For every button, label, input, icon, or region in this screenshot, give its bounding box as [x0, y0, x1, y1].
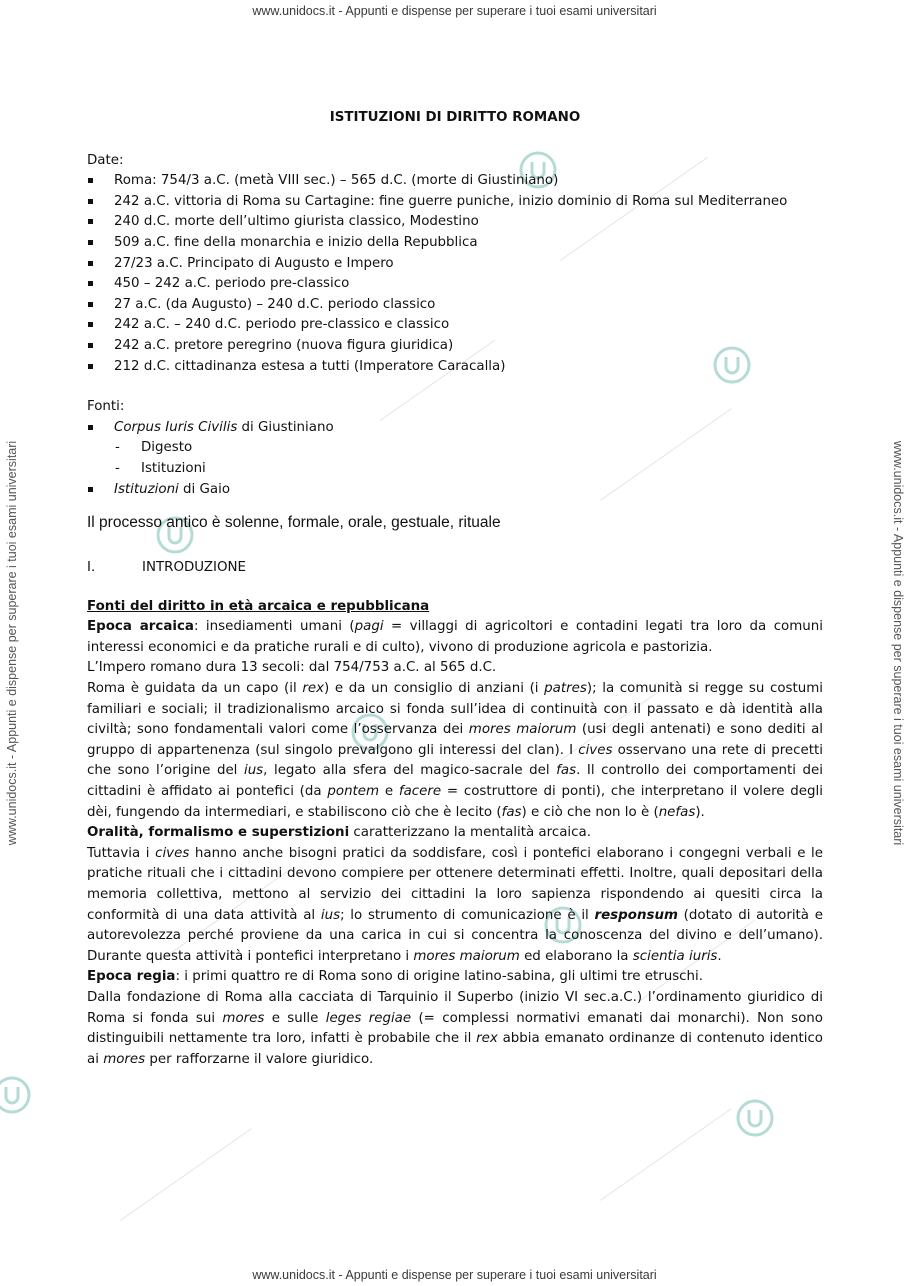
- paragraph: Dalla fondazione di Roma alla cacciata di Tarquinio il Superbo (inizio VI sec.a.C.) l’ordinamento giuridico di Roma si fonda sui mores e sulle leges regiae (= complessi normativi emanati dai monarchi). Non sono distinguibili nettamente tra loro, infatti è probabile che il rex abbia emanato ordinanze di contenuto identico ai mores per rafforzarne il valore giuridico.: [87, 989, 823, 1067]
- section-number: I.: [87, 560, 96, 576]
- list-item: 242 a.C. vittoria di Roma su Cartagine: fine guerre puniche, inizio dominio di Roma sul Mediterraneo: [87, 192, 823, 213]
- watermark-stripe: [600, 1108, 732, 1201]
- paragraph: Epoca arcaica: insediamenti umani (pagi = villaggi di agricoltori e contadini legati tra loro da comuni interessi economici e da pratiche rurali e di culto), vivono di produzione agricola e pastorizia.: [87, 619, 823, 655]
- paragraph: Oralità, formalismo e superstizioni caratterizzano la mentalità arcaica.: [87, 825, 591, 841]
- document-body: [87, 108, 823, 1070]
- unidocs-logo-icon: [0, 1075, 32, 1115]
- source-title: Istituzioni: [114, 481, 179, 497]
- list-item: - Istituzioni: [114, 459, 823, 480]
- watermark-left: [5, 441, 19, 845]
- list-item: 240 d.C. morte dell’ultimo giurista classico, Modestino: [87, 212, 823, 233]
- list-item: 242 a.C. – 240 d.C. periodo pre-classico e classico: [87, 315, 823, 336]
- watermark-bottom: www.unidocs.it - Appunti e dispense per superare i tuoi esami universitari: [252, 1268, 657, 1282]
- sources-sublist: [87, 438, 823, 479]
- section-title: INTRODUZIONE: [142, 560, 247, 576]
- watermark-left-text: www.unidocs.it - Appunti e dispense per superare i tuoi esami universitari: [5, 440, 19, 846]
- list-item: - Digesto: [114, 438, 823, 459]
- source-title: Corpus Iuris Civilis: [114, 419, 238, 435]
- list-item: 450 – 242 a.C. periodo pre-classico: [87, 274, 823, 295]
- list-item: 27/23 a.C. Principato di Augusto e Impero: [87, 254, 823, 275]
- watermark-right-text: www.unidocs.it - Appunti e dispense per superare i tuoi esami universitari: [891, 440, 905, 846]
- unidocs-logo-icon: [735, 1098, 775, 1138]
- watermark-stripe: [120, 1128, 252, 1221]
- source-author: di Giustiniano: [237, 419, 334, 435]
- paragraph: Epoca regia: i primi quattro re di Roma sono di origine latino-sabina, gli ultimi tre etruschi.: [87, 969, 703, 985]
- sources-label: Fonti:: [87, 399, 125, 415]
- list-item: 242 a.C. pretore peregrino (nuova figura giuridica): [87, 336, 823, 357]
- list-item: Roma: 754/3 a.C. (metà VIII sec.) – 565 d.C. (morte di Giustiniano): [87, 171, 823, 192]
- paragraph: L’Impero romano dura 13 secoli: dal 754/753 a.C. al 565 d.C.: [87, 660, 497, 676]
- list-item: 27 a.C. (da Augusto) – 240 d.C. periodo classico: [87, 295, 823, 316]
- sources-list: [87, 418, 823, 439]
- sources-list-2: [87, 480, 823, 501]
- list-item: [87, 480, 823, 501]
- process-statement: Il processo antico è solenne, formale, orale, gestuale, rituale: [87, 514, 501, 532]
- document-title: ISTITUZIONI DI DIRITTO ROMANO: [329, 110, 581, 125]
- list-item: 212 d.C. cittadinanza estesa a tutti (Imperatore Caracalla): [87, 357, 823, 378]
- watermark-right: [891, 441, 905, 845]
- list-item: 509 a.C. fine della monarchia e inizio della Repubblica: [87, 233, 823, 254]
- watermark-top: www.unidocs.it - Appunti e dispense per superare i tuoi esami universitari: [252, 4, 657, 18]
- source-author: di Gaio: [178, 481, 231, 497]
- paragraph: Roma è guidata da un capo (il rex) e da un consiglio di anziani (i patres); la comunità si regge su costumi familiari e sociali; il tradizionalismo arcaico si fonda sull’idea di continuità con il passato e dà identità alla civiltà; sono fondamentali valori come l’osservanza dei mores maiorum (usi degli antenati) e sono dediti al gruppo di appartenenza (sul singolo prevalgono gli interessi del clan). I cives osservano una rete di precetti che sono l’origine del ius, legato alla sfera del magico-sacrale del fas. Il controllo dei comportamenti dei cittadini è affidato ai pontefici (da pontem e facere = costruttore di ponti), che interpretano il volere degli dèi, fungendo da intermediari, e stabiliscono ciò che è lecito (fas) e ciò che non lo è (nefas).: [87, 681, 824, 820]
- list-item: [87, 418, 823, 439]
- subheading: Fonti del diritto in età arcaica e repubblicana: [87, 598, 430, 614]
- dates-list: [87, 171, 823, 377]
- section-heading: [87, 558, 823, 579]
- dates-label: Date:: [87, 152, 124, 168]
- paragraph: Tuttavia i cives hanno anche bisogni pratici da soddisfare, così i pontefici elaborano i congegni verbali e le pratiche rituali che i cittadini devono compiere per ottenere determinati effetti. Inoltre, quali depositari della memoria collettiva, mettono al servizio dei cittadini la loro sapienza rispondendo ai quesiti circa la conformità di una data attività al ius; lo strumento di comunicazione è il responsum (dotato di autorità e autorevolezza perché proviene da una carica in cui si concentra la conoscenza del divino e dell’umano). Durante questa attività i pontefici interpretano i mores maiorum ed elaborano la scientia iuris.: [87, 845, 824, 964]
